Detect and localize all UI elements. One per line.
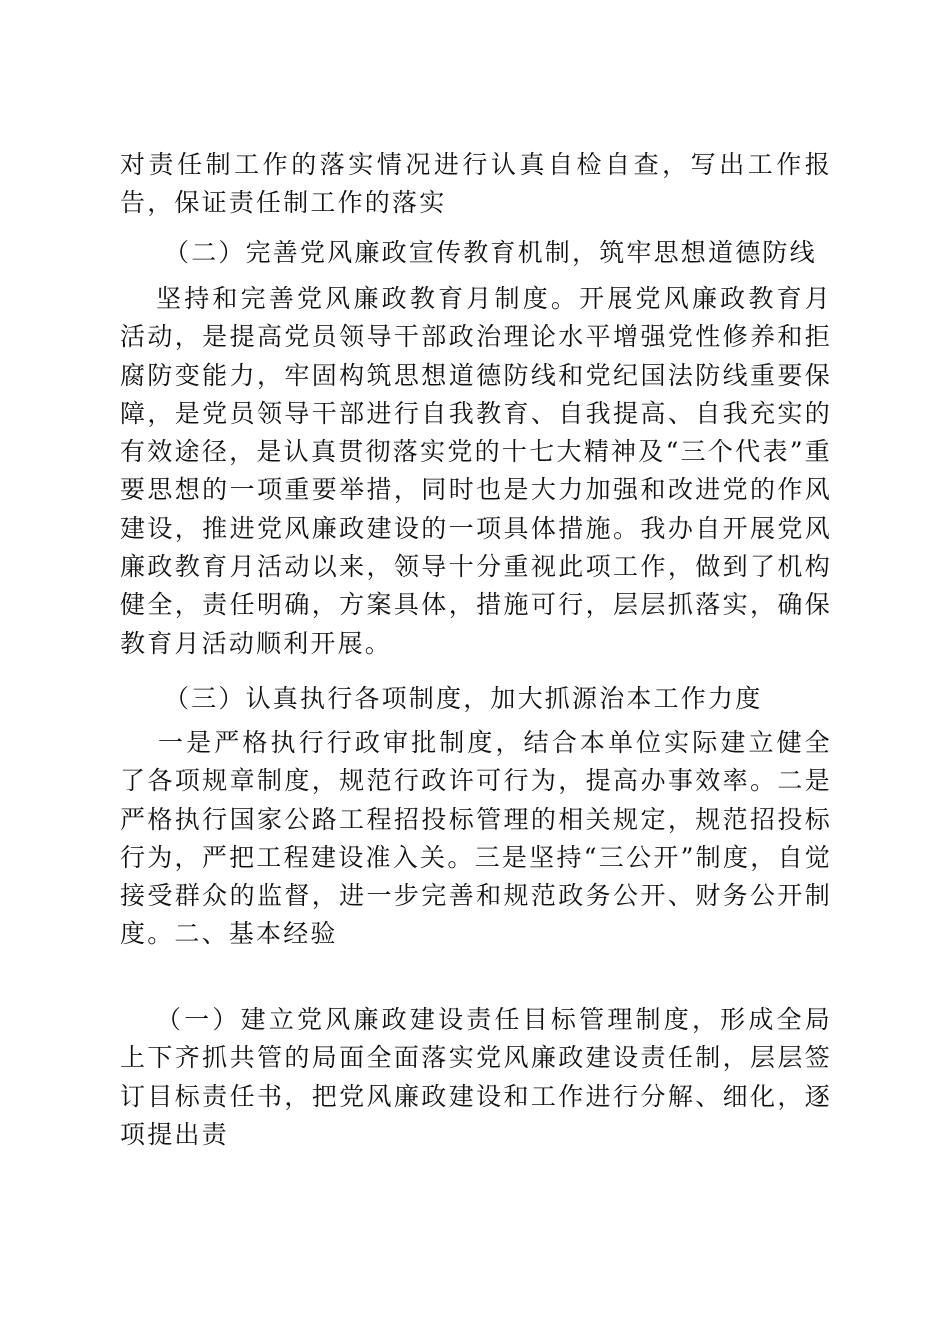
section-heading-education-mechanism: （二）完善党风廉政宣传教育机制，筑牢思想道德防线 xyxy=(164,238,817,267)
section-heading-implement-systems: （三）认真执行各项制度，加大抓源治本工作力度 xyxy=(164,684,763,713)
paragraph-strict-systems: 一是严格执行行政审批制度，结合本单位实际建立健全了各项规章制度，规范行政许可行为，提高办事效率。二是严格执行国家公路工程招投标管理的相关规定，规范招投标行为，严把工程建设准入关。三是坚持“三公开”制度，自觉接受群众的监督，进一步完善和规范政务公开、财务公开制度。二、基本经验 xyxy=(120,728,832,949)
paragraph-basic-experience-one: （一）建立党风廉政建设责任目标管理制度，形成全局上下齐抓共管的局面全面落实党风廉政建设责任制，层层签订目标责任书，把党风廉政建设和工作进行分解、细化，逐项提出责 xyxy=(120,1005,832,1149)
paragraph-responsibility-check: 对责任制工作的落实情况进行认真自检自查，写出工作报告，保证责任制工作的落实 xyxy=(120,150,832,218)
paragraph-education-month: 坚持和完善党风廉政教育月制度。开展党风廉政教育月活动，是提高党员领导干部政治理论水平增强党性修养和拒腐防变能力，牢固构筑思想道德防线和党纪国法防线重要保障，是党员领导干部进行自我教育、自我提高、自我充实的有效途径，是认真贯彻落实党的十七大精神及“三个代表”重要思想的一项重要举措，同时也是大力加强和改进党的作风建设，推进党风廉政建设的一项具体措施。我办自开展党风廉政教育月活动以来，领导十分重视此项工作，做到了机构健全，责任明确，方案具体，措施可行，层层抓落实，确保教育月活动顺利开展。 xyxy=(120,284,832,658)
